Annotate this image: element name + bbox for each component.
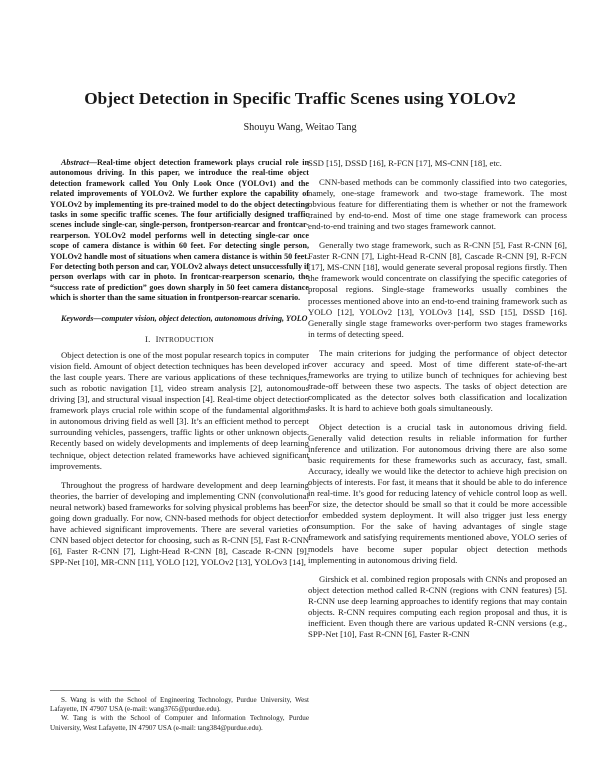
footnote-author-1: S. Wang is with the School of Engineering Technology, Purdue University, West Lafayette, IN 47907 USA (e-mail: wang3765@purdue.edu). <box>50 696 309 714</box>
right-paragraph-4: Object detection is a crucial task in autonomous driving field. Generally valid detection results in reliable information for further inference and utilization. For autonomous driving there are also some basic requirements for these frameworks such as accuracy, fast, small. Accuracy, ideally we would like the detector to achieve high precision on objects of interests. For fast, it means that it should be able to do inference in real-time. It’s good for reducing latency of vehicle control loop as well. For size, the detector should be small so that it could be more accessible for embedded system deployment. It will also trigger just less energy consumption. For the sake of having advantages of single stage framework and satisfying requirements mentioned above, YOLO series of models have become super popular object detection methods implementing in autonomous driving field. <box>308 421 567 565</box>
abstract-lead: Abstract— <box>61 158 97 167</box>
section-heading-introduction <box>50 334 309 344</box>
left-column <box>50 158 309 568</box>
paper-title: Object Detection in Specific Traffic Scenes using YOLOv2 <box>84 89 516 108</box>
right-continuation-line: SSD [15], DSSD [16], R-FCN [17], MS-CNN [18], etc. <box>308 158 502 168</box>
section-numeral: I. <box>144 334 151 345</box>
abstract-text: Real-time object detection framework plays crucial role in autonomous driving. In this paper, we introduce the real-time object detection framework called You Only Look Once (YOLOv1) and the related improvements of YOLOv2. We further explore the capability of YOLOv2 by implementing its pre-trained model to do the object detecting tasks in some specific traffic scenes. The four artificially designed traffic scenes include single-car, single-person, frontperson-rearcar and frontcar-rearperson. YOLOv2 model performs well in detecting single-car once scope of camera distance is within 60 feet. For detecting single person, YOLOv2 handle most of situations when camera distance is within 50 feet. For detecting both person and car, YOLOv2 always detect unsuccessfully if person overlaps with car in photo. In frontcar-rearperson scenario, the “success rate of prediction” goes down sharply in 50 feet camera distance which is shorter than the same situation in frontperson-rearcar scenario. <box>50 158 309 303</box>
paper-authors: Shouyu Wang, Weitao Tang <box>243 122 357 133</box>
intro-paragraph-2: Throughout the progress of hardware development and deep learning theories, the barrier of developing and implementing CNN (convolutional neural network) based frameworks for solving physical problems has been going down gradually. For now, CNN-based methods for object detection have achieved significant improvements. There are several varieties of CNN based object detector for choosing, such as R-CNN [5], Fast R-CNN [6], Faster R-CNN [7], Light-Head R-CNN [8], Cascade R-CNN [9], SPP-Net [10], MR-CNN [11], YOLO [12], YOLOv2 [13], YOLOv3 [14], <box>50 479 309 567</box>
section-initial: I <box>155 334 159 345</box>
intro-paragraph-1: Object detection is one of the most popular research topics in computer vision field. Amount of object detection techniques has been developed in the last couple years. There are various applications of these techniques, such as robotic navigation [1], video stream analysis [2], autonomous driving [3], and structural visual inspection [4]. Real-time object detection framework plays crucial role within scope of the fundamental algorithms in autonomous driving field as well [3]. It’s an efficient method to percept surrounding vehicles, passengers, traffic lights or other unknown objects. Recently based on widely developments and implements of deep learning technique, object detection related frameworks have achieved significant improvements. <box>50 350 309 471</box>
right-paragraph-5: Girshick et al. combined region proposals with CNNs and proposed an object detection method called R-CNN (regions with CNN features) [5]. R-CNN use deep learning approaches to identify regions that may contain objects. R-CNN requires computing each region proposal and thus, it is inefficient. Even though there are various updated R-CNN versions (e.g., SPP-Net [10], Fast R-CNN [6], Faster R-CNN <box>308 573 567 639</box>
section-rest: NTRODUCTION <box>158 336 215 345</box>
abstract <box>50 158 309 304</box>
footnote-author-2: W. Tang is with the School of Computer and Information Technology, Purdue University, West Lafayette, IN 47907 USA (e-mail: tang384@purdue.edu). <box>50 714 309 732</box>
right-column <box>308 158 567 640</box>
footnote-rule <box>50 690 140 691</box>
right-paragraph-2: Generally two stage framework, such as R-CNN [5], Fast R-CNN [6], Faster R-CNN [7], Light-Head R-CNN [8], Cascade R-CNN [9], R-FCN [17], MS-CNN [18], would generate several proposal regions firstly. Then the framework would concentrate on classifying the specific categories of proposal regions. Single-stage frameworks usually combines the processes mentioned above into an end-to-end training framework such as YOLO [12], YOLOv2 [13], YOLOv3 [14], SSD [15], DSSD [16]. Generally single stage frameworks over-perform two stages frameworks in terms of detecting speed. <box>308 240 567 339</box>
keywords: Keywords—computer vision, object detection, autonomous driving, YOLO <box>61 313 308 323</box>
footnotes <box>50 696 309 733</box>
right-paragraph-3: The main criterions for judging the performance of object detector cover accuracy and speed. Most of time different state-of-the-art frameworks are trying to utilize bunch of techniques for achieving best trade-off between these two aspects. The tasks of object detection are complicated as the detector solves both classification and localization tasks. It is hard to achieve both goals simultaneously. <box>308 347 567 413</box>
right-paragraph-1: CNN-based methods can be commonly classified into two categories, namely, one-stage framework and two-stage framework. The most obvious feature for differentiating them is whether or not the framework trained by end-to-end. Most of time one stage framework can process end-to-end training and two stages framework cannot. <box>308 177 567 232</box>
